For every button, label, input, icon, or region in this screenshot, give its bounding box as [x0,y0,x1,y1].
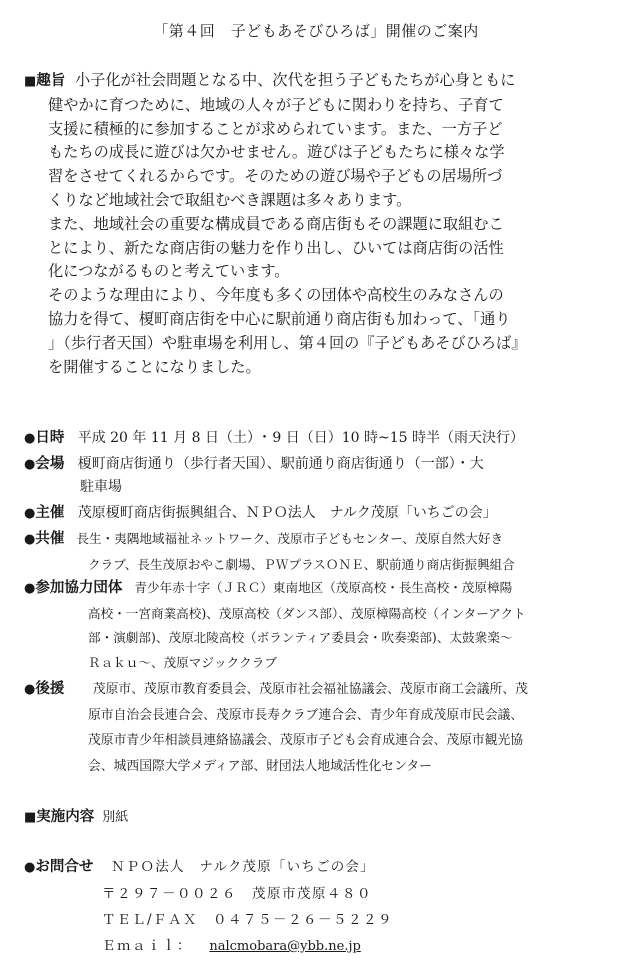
contact-address: 〒２９７－００２６ 茂原市茂原４８０ [102,886,372,902]
program-row [24,806,614,829]
purpose-line: そのような理由により、今年度も多くの団体や高校生のみなさんの [48,286,504,305]
support-value: 会、城西国際大学メディア部、財団法人地域活性化センター [88,758,432,774]
purpose-line: くりなど地域社会で取組むべき課題は多々あります。 [48,190,412,209]
cosponsor-value: 長生・夷隅地域福祉ネットワーク、茂原市子どもセンター、茂原自然大好き [76,531,504,546]
venue-value: 駐車場 [80,479,122,495]
participants-value: 部・演劇部)、茂原北陵高校（ボランティア委員会・吹奏楽部)、太鼓衆楽～ [88,630,513,645]
venue-label: 会場 [35,456,65,472]
circle-bullet-icon: ● [24,457,36,472]
program-label: 実施内容 [36,809,95,825]
circle-bullet-icon: ● [24,581,36,596]
purpose-section [24,69,612,379]
date-value: 平成 20 年 11 月 8 日（土）･ 9 日（日）10 時~15 時半（雨天決行） [77,430,525,446]
date-label: 日時 [35,430,65,446]
circle-bullet-icon: ● [24,431,36,446]
purpose-line: とにより、新たな商店街の魅力を作り出し、ひいては商店街の活性 [48,238,504,257]
program-value: 別紙 [102,810,129,825]
contact-tel: ＴＥＬ/ＦＡＸ ０４７５－２６－５２２９ [102,912,394,928]
purpose-line: 支援に積極的に参加することが求められています。また、一方子ど [48,119,503,138]
contact-label: お問合せ [35,859,94,875]
contact-row [24,856,614,879]
participants-value: 青少年赤十字（ＪＲＣ）東南地区（茂原高校・長生高校・茂原樟陽 [134,580,513,595]
support-value: 茂原市青少年相談員連絡協議会、茂原市子ども会育成連合会、茂原市観光協 [88,733,524,748]
contact-email-row [102,934,361,954]
purpose-line: また、地域社会の重要な構成員である商店街もその課題に取組むこ [48,214,504,233]
support-value: 茂原市、茂原市教育委員会、茂原市社会福祉協議会、茂原市商工会議所、茂 [92,682,528,697]
purpose-label: 趣旨 [36,73,66,89]
support-label: 後援 [35,681,65,697]
participants-value: 高校・一宮商業高校)、茂原高校（ダンス部）、茂原樟陽高校（インターアクト [88,605,526,621]
circle-bullet-icon: ● [24,532,36,547]
support-value: 原市自治会長連合会、茂原市長寿クラブ連合会、青少年育成茂原市民会議、 [88,707,524,723]
cosponsor-label: 共催 [35,531,65,547]
purpose-line: を開催することになりました。 [48,357,261,376]
purpose-line: ■趣旨 小子化が社会問題となる中、次代を担う子どもたちが心身ともに [24,71,516,89]
square-bullet-icon: ■ [24,74,37,89]
participants-row [24,576,614,675]
contact-org: ＮＰＯ法人 ナルク茂原「いちごの会」 [111,859,375,875]
purpose-line: 習をさせてくれるからです。そのための遊び場や子どもの居場所づ [48,167,503,186]
organizer-label: 主催 [35,505,65,521]
purpose-line: もたちの成長に遊びは欠かせません。遊びは子どもたちに様々な学 [48,143,505,162]
organizer-row [24,502,614,525]
cosponsor-value: クラブ、長生茂原おやこ劇場、ＰＷプラスＯＮＥ、駅前通り商店街振興組合 [88,556,515,572]
venue-value: 榎町商店街通り（歩行者天国）、駅前通り商店街通り（一部）・大 [77,456,484,472]
venue-row [24,453,614,498]
circle-bullet-icon: ● [24,506,36,521]
date-row [24,427,614,450]
support-row [24,677,614,779]
participants-value: Ｒａｋｕ～、茂原マジッククラブ [88,654,277,670]
circle-bullet-icon: ● [24,682,36,697]
purpose-line: 」（歩行者天国）や駐車場を利用し、第４回の『子どもあそびひろば』 [48,333,527,352]
organizer-value: 茂原榎町商店街振興組合、ＮＰＯ法人 ナルク茂原「いちごの会」 [77,505,497,521]
cosponsor-row [24,527,614,577]
email-link[interactable]: nalcmobara@ybb.ne.jp [209,939,361,954]
purpose-line: 健やかに育つために、地域の人々が子どもに関わりを持ち、子育て [48,95,504,114]
purpose-line: 協力を得て、榎町商店街を中心に駅前通り商店街も加わって、「通り [48,309,511,328]
participants-label: 参加協力団体 [35,580,123,596]
email-label: Ｅｍａｉｌ： [102,938,192,954]
square-bullet-icon: ■ [24,810,37,825]
circle-bullet-icon: ● [24,860,36,875]
document-title: 「第４回 子どもあそびひろば」開催のご案内 [153,22,479,40]
purpose-line: 化につながるものと考えています。 [48,262,290,281]
